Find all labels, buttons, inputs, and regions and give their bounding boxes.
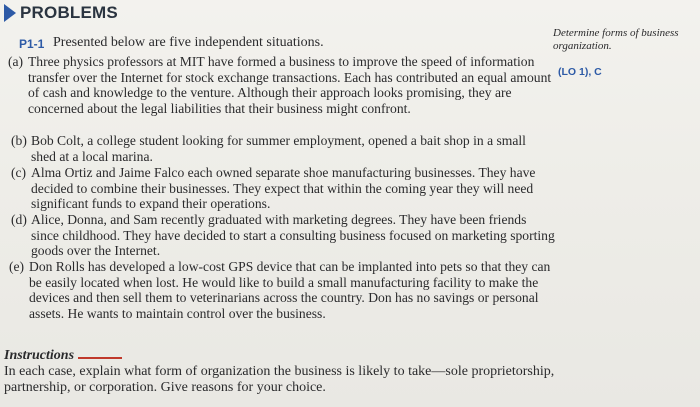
problem-intro: Presented below are five independent situations. (53, 35, 324, 50)
item-text: Three physics professors at MIT have formed a business to improve the speed of information transfer over the Internet for stock exchange transactions. Each has contributed an equal amount of cash and knowledge to the venture. Although their approach looks promising, they are concerned about the legal liabilities that their business might confront. (28, 54, 552, 117)
instructions-heading (4, 348, 122, 364)
heading-rule (78, 357, 122, 359)
situation-item-c (11, 165, 551, 212)
triangle-arrow-icon (4, 4, 16, 22)
situation-item-d (11, 212, 556, 259)
item-label: (e) (9, 259, 25, 274)
item-label: (a) (8, 54, 24, 69)
margin-note: Determine forms of business organization. (553, 27, 679, 52)
section-header (4, 3, 118, 23)
situation-item-e (9, 259, 557, 322)
instructions-text: In each case, explain what form of organization the business is likely to take—sole proprietorship, partnership, or corporation. Give reasons for your choice. (4, 364, 555, 395)
instructions-title: Instructions (4, 348, 75, 363)
item-label: (d) (11, 212, 27, 227)
situation-item-a (8, 54, 553, 117)
item-text: Bob Colt, a college student looking for summer employment, opened a bait shop in a small shed at a local marina. (31, 133, 526, 164)
item-label: (c) (11, 165, 27, 180)
section-title: PROBLEMS (20, 3, 118, 22)
situation-item-b (11, 133, 546, 164)
item-text: Alma Ortiz and Jaime Falco each owned separate shoe manufacturing businesses. They have decided to combine their businesses. They expect that within the coming year they will need significant funds to expand their operations. (31, 165, 536, 212)
problem-number: P1-1 (19, 37, 45, 51)
item-label: (b) (11, 133, 27, 148)
item-text: Alice, Donna, and Sam recently graduated with marketing degrees. They have been friends since childhood. They have decided to start a consulting business focused on marketing sporting goods over the Internet. (31, 212, 555, 259)
learning-objective: (LO 1), C (558, 66, 602, 78)
item-text: Don Rolls has developed a low-cost GPS device that can be implanted into pets so that they can be easily located when lost. He would like to build a small manufacturing facility to make the devices and then sell them to veterinarians across the country. Don has no savings or personal assets. He wants to maintain control over the business. (29, 259, 551, 322)
